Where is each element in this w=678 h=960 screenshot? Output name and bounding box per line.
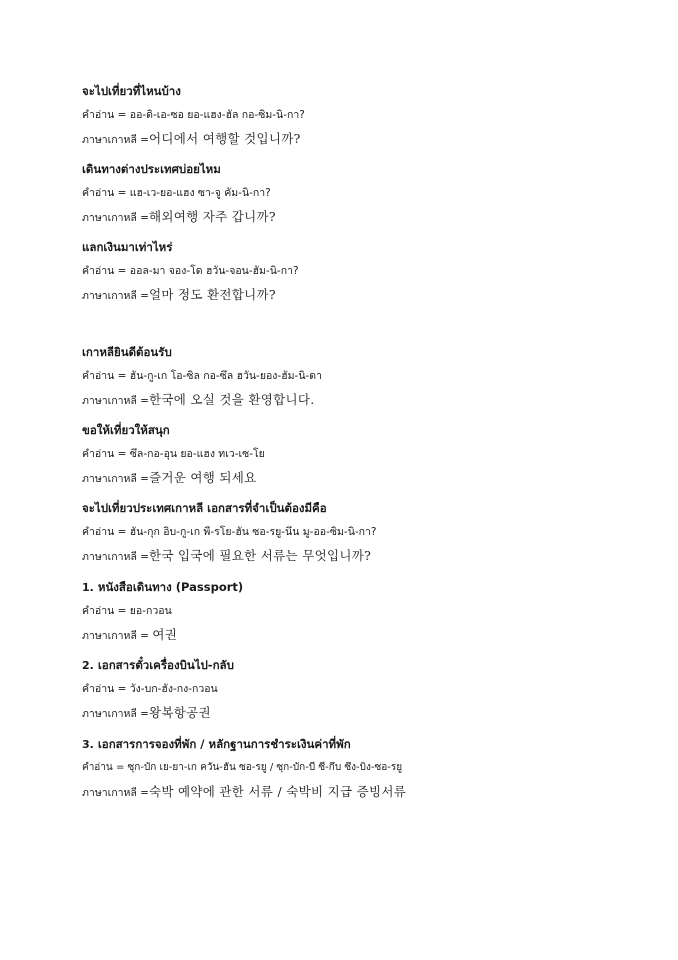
- korean-text: 얼마 정도 환전합니까?: [148, 287, 276, 302]
- document-item-heading: [82, 658, 234, 673]
- reading-line: [82, 368, 322, 384]
- document-item-heading: [82, 737, 351, 752]
- item-title: เอกสารการจองที่พัก / หลักฐานการชำระเงินค่าที่พัก: [97, 737, 351, 751]
- phrase-heading: เกาหลียินดีต้อนรับ: [82, 345, 172, 359]
- item-number: 2.: [82, 659, 94, 672]
- reading-line: [82, 263, 299, 279]
- reading-text: ซึล-กอ-อุน ยอ-แฮง ทเว-เซ-โย: [129, 448, 265, 460]
- item-title: หนังสือเดินทาง (Passport): [97, 580, 244, 594]
- korean-label: ภาษาเกาหลี =: [82, 212, 149, 224]
- reading-line: [82, 185, 271, 201]
- reading-line: [82, 446, 265, 462]
- reading-text: ฮัน-กุก อิบ-กู-เก พี-รโย-ฮัน ซอ-รยู-นึน มู-ออ-ซิม-นิ-กา?: [129, 526, 377, 538]
- phrase-heading: แลกเงินมาเท่าไหร่: [82, 240, 173, 254]
- reading-line: [82, 603, 172, 619]
- reading-text: ออ-ดิ-เอ-ซอ ยอ-แฮง-ฮัล กอ-ซิม-นิ-กา?: [129, 109, 305, 121]
- korean-text: 한국에 오실 것을 환영합니다.: [148, 392, 315, 407]
- reading-line: [82, 760, 402, 776]
- korean-line: [82, 548, 371, 565]
- korean-text: 숙박 예약에 관한 서류 / 숙박비 지급 증빙서류: [148, 784, 407, 799]
- item-number: 1.: [82, 581, 94, 594]
- reading-text: ฮัน-กู-เก โอ-ซิล กอ-ซึล ฮวัน-ยอง-ฮัม-นิ-ดา: [129, 370, 323, 382]
- reading-label: คำอ่าน =: [82, 762, 128, 773]
- korean-label: ภาษาเกาหลี =: [82, 473, 149, 485]
- korean-label: ภาษาเกาหลี =: [82, 134, 149, 146]
- korean-label: ภาษาเกาหลี =: [82, 787, 149, 799]
- phrase-heading: เดินทางต่างประเทศบ่อยไหม: [82, 162, 221, 176]
- korean-text: 즐거운 여행 되세요: [148, 470, 257, 485]
- korean-line: [82, 287, 276, 304]
- reading-line: [82, 524, 377, 540]
- reading-label: คำอ่าน =: [82, 526, 130, 538]
- phrase-heading: จะไปเที่ยวประเทศเกาหลี เอกสารที่จำเป็นต้องมีคือ: [82, 501, 327, 515]
- reading-line: [82, 681, 218, 697]
- korean-label: ภาษาเกาหลี =: [82, 551, 149, 563]
- korean-text: 왕복항공권: [148, 705, 211, 720]
- korean-label: ภาษาเกาหลี =: [82, 630, 153, 642]
- reading-text: วัง-บก-ฮัง-กง-กวอน: [129, 683, 218, 695]
- phrase-heading: ขอให้เที่ยวให้สนุก: [82, 423, 170, 437]
- reading-label: คำอ่าน =: [82, 187, 130, 199]
- reading-text: ซุก-บัก เย-ยา-เก ควัน-ฮัน ซอ-รยู / ซุก-บัก-บี ซี-กึบ ซึง-บิง-ซอ-รยู: [127, 762, 403, 773]
- reading-label: คำอ่าน =: [82, 370, 130, 382]
- reading-label: คำอ่าน =: [82, 109, 130, 121]
- reading-label: คำอ่าน =: [82, 265, 130, 277]
- reading-label: คำอ่าน =: [82, 683, 130, 695]
- reading-text: แฮ-เว-ยอ-แฮง ซา-จู คัม-นิ-กา?: [129, 187, 271, 199]
- korean-line: [82, 392, 315, 409]
- korean-label: ภาษาเกาหลี =: [82, 395, 149, 407]
- reading-line: [82, 107, 305, 123]
- korean-label: ภาษาเกาหลี =: [82, 708, 149, 720]
- korean-text: 해외여행 자주 갑니까?: [148, 209, 276, 224]
- korean-line: [82, 784, 406, 801]
- korean-line: [82, 705, 211, 722]
- document-item-heading: [82, 580, 243, 595]
- korean-line: [82, 209, 276, 226]
- reading-label: คำอ่าน =: [82, 605, 130, 617]
- reading-text: ยอ-กวอน: [129, 605, 172, 617]
- item-number: 3.: [82, 738, 94, 751]
- korean-label: ภาษาเกาหลี =: [82, 290, 149, 302]
- korean-text: 한국 입국에 필요한 서류는 무엇입니까?: [148, 548, 372, 563]
- korean-line: [82, 627, 177, 644]
- korean-text: 어디에서 여행할 것입니까?: [148, 131, 301, 146]
- reading-text: ออล-มา จอง-โด ฮวัน-จอน-ฮัม-นิ-กา?: [129, 265, 299, 277]
- korean-line: [82, 131, 301, 148]
- korean-text: 여권: [152, 627, 178, 642]
- korean-line: [82, 470, 257, 487]
- item-title: เอกสารตั๋วเครื่องบินไป-กลับ: [97, 658, 234, 672]
- phrase-heading: จะไปเที่ยวที่ไหนบ้าง: [82, 84, 181, 98]
- reading-label: คำอ่าน =: [82, 448, 130, 460]
